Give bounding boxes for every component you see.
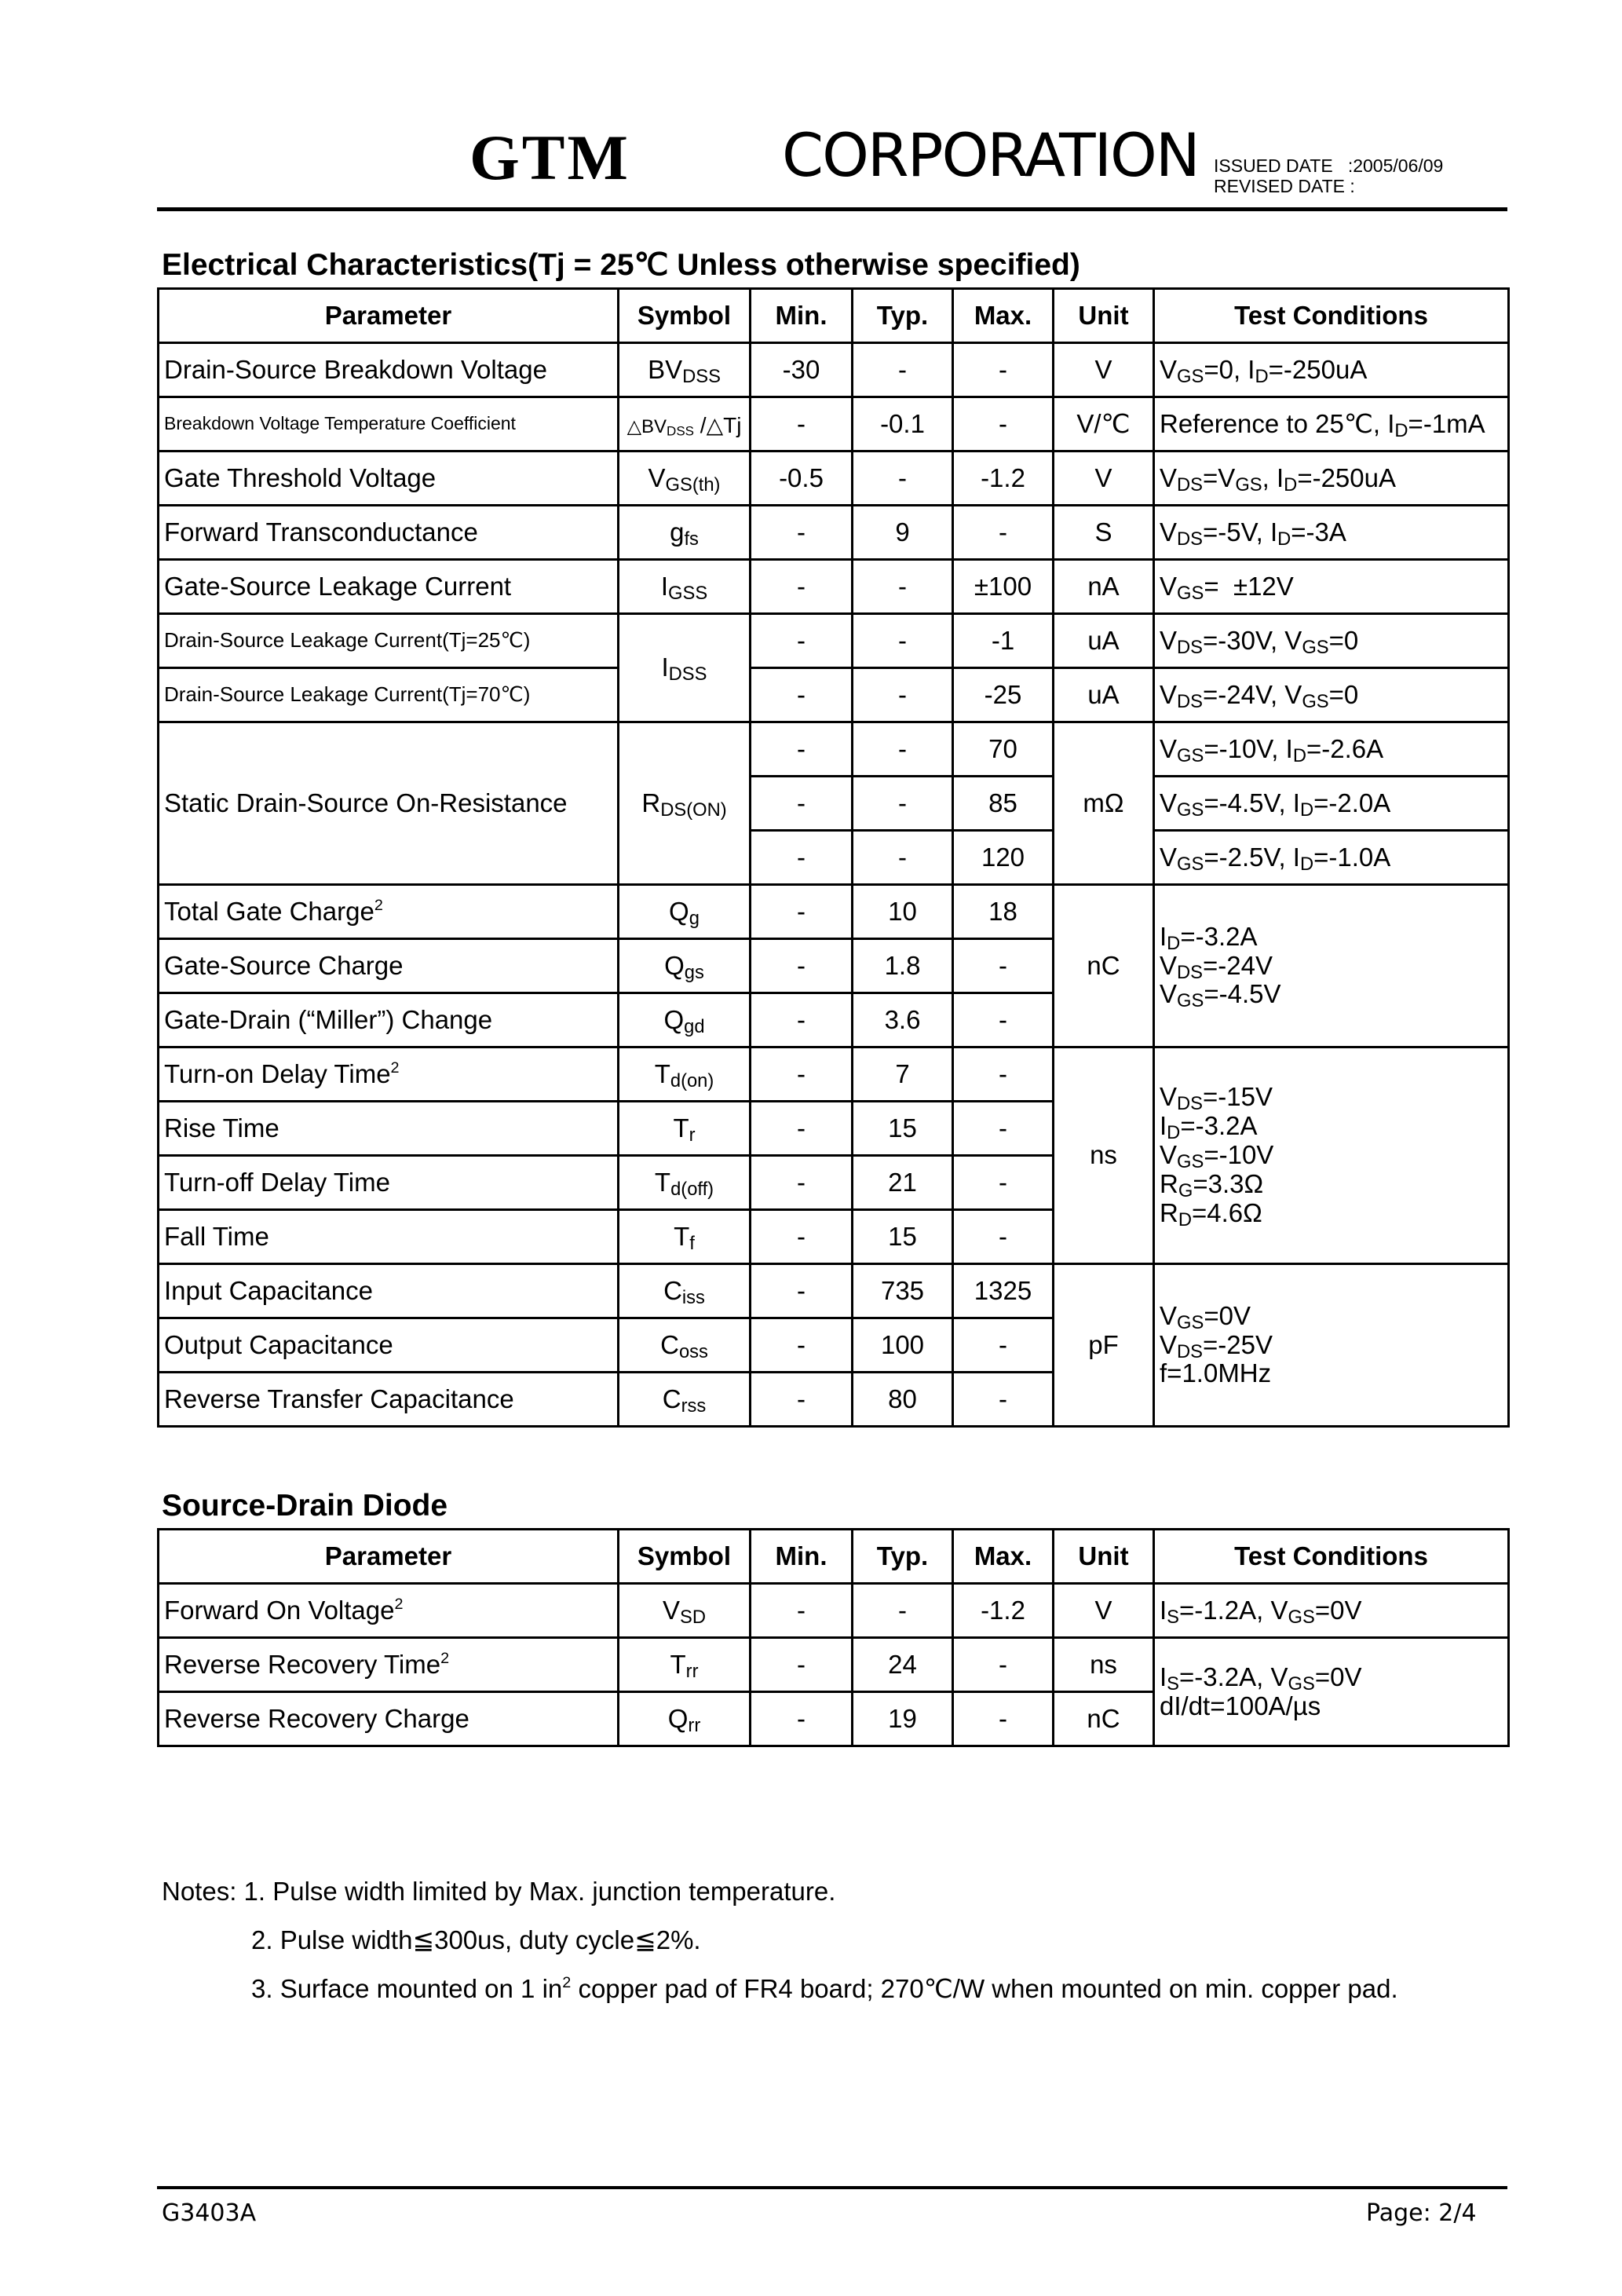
typ-cell: 24	[853, 1638, 953, 1692]
symbol-cell: $R_{DS(ON)}$	[619, 722, 751, 885]
table-row	[159, 614, 1509, 668]
parameter-cell: Input Capacitance	[159, 1264, 619, 1318]
max-cell: ±100	[953, 560, 1054, 614]
unit-cell: V	[1054, 343, 1154, 397]
unit-cell: V	[1054, 452, 1154, 506]
symbol-cell: $V_{GS(th)}$	[619, 452, 751, 506]
col-header-parameter: Parameter	[159, 1530, 619, 1584]
col-header-min: Min.	[751, 289, 853, 343]
table-row	[159, 885, 1509, 939]
max-cell: -	[953, 343, 1054, 397]
typ-cell: -	[853, 831, 953, 885]
gtm-logo: GTM	[469, 122, 630, 193]
part-number: G3403A	[162, 2199, 257, 2227]
parameter-cell: Reverse Recovery Time$^2$	[159, 1638, 619, 1692]
symbol-cell: $T_r$	[619, 1102, 751, 1156]
table-row	[159, 1638, 1509, 1692]
parameter-cell: Static Drain-Source On-Resistance	[159, 722, 619, 885]
typ-cell: -	[853, 722, 953, 777]
max-cell: -	[953, 1373, 1054, 1427]
col-header-typ: Typ.	[853, 289, 953, 343]
note-2: 2. Pulse width≦300us, duty cycle≦2%.	[251, 1925, 701, 1954]
parameter-cell: Reverse Transfer Capacitance	[159, 1373, 619, 1427]
unit-cell: uA	[1054, 614, 1154, 668]
table-row	[159, 397, 1509, 452]
col-header-min: Min.	[751, 1530, 853, 1584]
max-cell: -25	[953, 668, 1054, 722]
table-row	[159, 668, 1509, 722]
typ-cell: -	[853, 452, 953, 506]
min-cell: -	[751, 560, 853, 614]
parameter-cell: Forward On Voltage$^2$	[159, 1584, 619, 1638]
parameter-cell: Fall Time	[159, 1210, 619, 1264]
max-cell: 85	[953, 777, 1054, 831]
col-header-max: Max.	[953, 1530, 1054, 1584]
col-header-max: Max.	[953, 289, 1054, 343]
min-cell: -	[751, 1264, 853, 1318]
min-cell: -	[751, 1584, 853, 1638]
min-cell: -	[751, 1318, 853, 1373]
test-conditions-cell: $I_S=-3.2A$, $V_{GS}=0V$ dI/dt=100A/µs	[1154, 1638, 1509, 1746]
min-cell: -	[751, 1156, 853, 1210]
unit-cell: nA	[1054, 560, 1154, 614]
electrical-characteristics-table	[157, 287, 1510, 1428]
min-cell: -	[751, 1210, 853, 1264]
unit-cell: ns	[1054, 1638, 1154, 1692]
typ-cell: -	[853, 343, 953, 397]
typ-cell: 100	[853, 1318, 953, 1373]
test-conditions-cell: $I_D=-3.2A$ $V_{DS}=-24V$ $V_{GS}=-4.5V$	[1154, 885, 1509, 1047]
symbol-cell: $g_{fs}$	[619, 506, 751, 560]
unit-cell: mΩ	[1054, 722, 1154, 885]
test-conditions-cell: $V_{GS}=0V$ $V_{DS}=-25V$ f=1.0MHz	[1154, 1264, 1509, 1427]
footer-divider	[157, 2186, 1507, 2189]
revised-date: REVISED DATE :	[1214, 176, 1355, 196]
typ-cell: 21	[853, 1156, 953, 1210]
header-divider	[157, 207, 1507, 211]
min-cell: -	[751, 885, 853, 939]
symbol-cell: $T_f$	[619, 1210, 751, 1264]
test-conditions-cell: $V_{GS}=-10V$, $I_D=-2.6A$	[1154, 722, 1509, 777]
max-cell: -	[953, 1692, 1054, 1746]
min-cell: -	[751, 1373, 853, 1427]
table-header-row	[159, 289, 1509, 343]
min-cell: -	[751, 668, 853, 722]
min-cell: -	[751, 1047, 853, 1102]
parameter-cell: Gate Threshold Voltage	[159, 452, 619, 506]
test-conditions-cell: $V_{GS}=-2.5V$, $I_D=-1.0A$	[1154, 831, 1509, 885]
parameter-cell: Forward Transconductance	[159, 506, 619, 560]
typ-cell: 1.8	[853, 939, 953, 993]
parameter-cell: Turn-on Delay Time$^2$	[159, 1047, 619, 1102]
col-header-test-conditions: Test Conditions	[1154, 289, 1509, 343]
parameter-cell: Gate-Source Leakage Current	[159, 560, 619, 614]
unit-cell: nC	[1054, 1692, 1154, 1746]
typ-cell: 80	[853, 1373, 953, 1427]
symbol-cell: $\triangle BV_{DSS}$ /△Tj	[619, 397, 751, 452]
parameter-cell: Gate-Drain (“Miller”) Change	[159, 993, 619, 1047]
parameter-cell: Gate-Source Charge	[159, 939, 619, 993]
table-row	[159, 343, 1509, 397]
table-row	[159, 560, 1509, 614]
source-drain-diode-table	[157, 1528, 1510, 1747]
max-cell: -	[953, 397, 1054, 452]
min-cell: -	[751, 1102, 853, 1156]
company-name: CORPORATION	[782, 120, 1199, 190]
max-cell: -	[953, 1047, 1054, 1102]
symbol-cell: $I_{GSS}$	[619, 560, 751, 614]
max-cell: 70	[953, 722, 1054, 777]
parameter-cell: Drain-Source Leakage Current(Tj=25℃)	[159, 614, 619, 668]
unit-cell: pF	[1054, 1264, 1154, 1427]
max-cell: -1.2	[953, 1584, 1054, 1638]
test-conditions-cell: $V_{DS}=-15V$ $I_D=-3.2A$ $V_{GS}=-10V$ $R_G=3.3\Omega$ $R_D=4.6\Omega$	[1154, 1047, 1509, 1264]
electrical-characteristics-title: Electrical Characteristics(Tj = 25℃ Unless otherwise specified)	[162, 248, 1080, 282]
test-conditions-cell: $V_{GS}= \pm 12V$	[1154, 560, 1509, 614]
symbol-cell: $T_{rr}$	[619, 1638, 751, 1692]
symbol-cell: $Q_{gs}$	[619, 939, 751, 993]
unit-cell: nC	[1054, 885, 1154, 1047]
symbol-cell: $Q_{rr}$	[619, 1692, 751, 1746]
test-conditions-cell: $V_{GS}=-4.5V$, $I_D=-2.0A$	[1154, 777, 1509, 831]
test-conditions-cell: $V_{DS}=-5V$, $I_D=-3A$	[1154, 506, 1509, 560]
min-cell: -	[751, 722, 853, 777]
min-cell: -	[751, 831, 853, 885]
symbol-cell: $Q_{gd}$	[619, 993, 751, 1047]
min-cell: -0.5	[751, 452, 853, 506]
test-conditions-cell: $V_{DS}=-30V$, $V_{GS}=0$	[1154, 614, 1509, 668]
source-drain-diode-title: Source-Drain Diode	[162, 1489, 448, 1523]
table-row	[159, 722, 1509, 777]
max-cell: -	[953, 1102, 1054, 1156]
max-cell: -1.2	[953, 452, 1054, 506]
min-cell: -	[751, 1638, 853, 1692]
symbol-cell: $V_{SD}$	[619, 1584, 751, 1638]
typ-cell: 7	[853, 1047, 953, 1102]
parameter-cell: Breakdown Voltage Temperature Coefficient	[159, 397, 619, 452]
parameter-cell: Turn-off Delay Time	[159, 1156, 619, 1210]
symbol-cell: $C_{iss}$	[619, 1264, 751, 1318]
symbol-cell: $Q_g$	[619, 885, 751, 939]
typ-cell: -	[853, 560, 953, 614]
table-row	[159, 1047, 1509, 1102]
parameter-cell: Drain-Source Breakdown Voltage	[159, 343, 619, 397]
max-cell: 1325	[953, 1264, 1054, 1318]
unit-cell: S	[1054, 506, 1154, 560]
max-cell: -	[953, 1156, 1054, 1210]
max-cell: 18	[953, 885, 1054, 939]
test-conditions-cell: $I_S=-1.2A$, $V_{GS}=0V$	[1154, 1584, 1509, 1638]
parameter-cell: Drain-Source Leakage Current(Tj=70℃)	[159, 668, 619, 722]
col-header-unit: Unit	[1054, 1530, 1154, 1584]
unit-cell: V	[1054, 1584, 1154, 1638]
typ-cell: -	[853, 1584, 953, 1638]
max-cell: -	[953, 993, 1054, 1047]
min-cell: -	[751, 506, 853, 560]
col-header-unit: Unit	[1054, 289, 1154, 343]
min-cell: -	[751, 939, 853, 993]
page-number: Page: 2/4	[1366, 2199, 1477, 2227]
typ-cell: -0.1	[853, 397, 953, 452]
symbol-cell: $T_{d(on)}$	[619, 1047, 751, 1102]
typ-cell: 15	[853, 1210, 953, 1264]
max-cell: -	[953, 506, 1054, 560]
min-cell: -	[751, 1692, 853, 1746]
typ-cell: 10	[853, 885, 953, 939]
min-cell: -	[751, 614, 853, 668]
table-row	[159, 506, 1509, 560]
min-cell: -	[751, 777, 853, 831]
typ-cell: -	[853, 777, 953, 831]
note-3: 3. Surface mounted on 1 $in^2$ copper pad of FR4 board; 270℃/W when mounted on min. copper pad.	[251, 1974, 1398, 2003]
issued-date: ISSUED DATE :2005/06/09	[1214, 155, 1444, 176]
col-header-test-conditions: Test Conditions	[1154, 1530, 1509, 1584]
unit-cell: ns	[1054, 1047, 1154, 1264]
test-conditions-cell: $V_{DS}=-24V$, $V_{GS}=0$	[1154, 668, 1509, 722]
table-header-row	[159, 1530, 1509, 1584]
symbol-cell: $C_{oss}$	[619, 1318, 751, 1373]
max-cell: 120	[953, 831, 1054, 885]
typ-cell: 3.6	[853, 993, 953, 1047]
max-cell: -	[953, 1210, 1054, 1264]
min-cell: -30	[751, 343, 853, 397]
col-header-symbol: Symbol	[619, 1530, 751, 1584]
typ-cell: 735	[853, 1264, 953, 1318]
min-cell: -	[751, 993, 853, 1047]
max-cell: -	[953, 939, 1054, 993]
max-cell: -	[953, 1318, 1054, 1373]
table-row	[159, 452, 1509, 506]
test-conditions-cell: $V_{DS}=V_{GS}$, $I_D=-250uA$	[1154, 452, 1509, 506]
parameter-cell: Total Gate Charge$^2$	[159, 885, 619, 939]
max-cell: -1	[953, 614, 1054, 668]
typ-cell: 9	[853, 506, 953, 560]
unit-cell: V/℃	[1054, 397, 1154, 452]
symbol-cell: $T_{d(off)}$	[619, 1156, 751, 1210]
parameter-cell: Reverse Recovery Charge	[159, 1692, 619, 1746]
test-conditions-cell: Reference to 25℃, $I_D=-1mA$	[1154, 397, 1509, 452]
note-1: Notes: 1. Pulse width limited by Max. junction temperature.	[162, 1877, 836, 1906]
symbol-cell: $C_{rss}$	[619, 1373, 751, 1427]
test-conditions-cell: $V_{GS}=0$, $I_D=-250uA$	[1154, 343, 1509, 397]
typ-cell: -	[853, 668, 953, 722]
col-header-parameter: Parameter	[159, 289, 619, 343]
table-row	[159, 1264, 1509, 1318]
col-header-symbol: Symbol	[619, 289, 751, 343]
table-row	[159, 1584, 1509, 1638]
min-cell: -	[751, 397, 853, 452]
col-header-typ: Typ.	[853, 1530, 953, 1584]
max-cell: -	[953, 1638, 1054, 1692]
symbol-cell: $I_{DSS}$	[619, 614, 751, 722]
symbol-cell: $BV_{DSS}$	[619, 343, 751, 397]
typ-cell: 15	[853, 1102, 953, 1156]
typ-cell: 19	[853, 1692, 953, 1746]
typ-cell: -	[853, 614, 953, 668]
parameter-cell: Rise Time	[159, 1102, 619, 1156]
parameter-cell: Output Capacitance	[159, 1318, 619, 1373]
unit-cell: uA	[1054, 668, 1154, 722]
